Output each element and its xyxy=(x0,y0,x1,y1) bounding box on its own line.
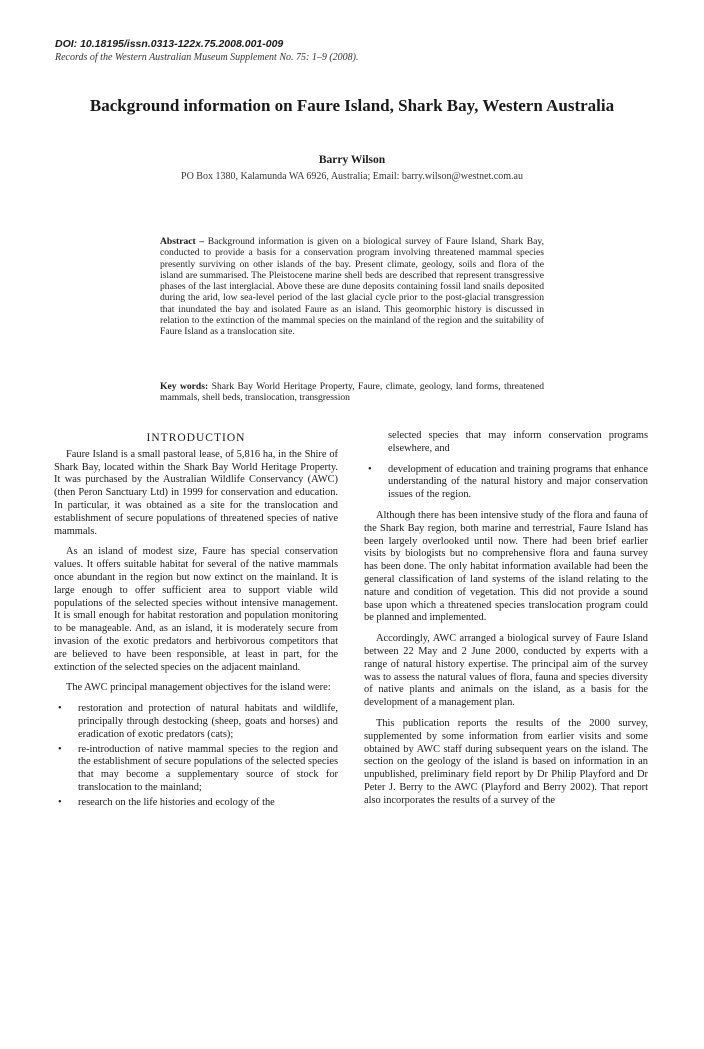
keywords-text: Shark Bay World Heritage Property, Faure, climate, geology, land forms, threatened mammals, shell beds, translocation, transgression xyxy=(160,381,544,404)
paper-title: Background information on Faure Island, Shark Bay, Western Australia xyxy=(89,96,615,115)
list-item-continuation: selected species that may inform conservation programs elsewhere, and xyxy=(388,430,648,454)
abstract-text: Background information is given on a biological survey of Faure Island, Shark Bay, conducted to provide a basis for a conservation program involving threatened mammal species presently surviving on other islands of the bay. Present climate, geology, soils and flora of the island are summarised. The Pleistocene marine shell beds are described that represent transgressive phases of the last interglacial. Above these are dune deposits containing fossil land snails deposited during the arid, low sea-level period of the last glacial cycle prior to the post-glacial transgression that inundated the bay and isolated Faure as an island. This geomorphic history is discussed in relation to the extinction of the mammal species on the mainland of the region and the suitability of Faure Island as a translocation site. xyxy=(160,236,544,338)
list-item: • restoration and protection of natural habitats and wildlife, principally through destocking (sheep, goats and horses) and eradication of exotic predators (cats); xyxy=(58,703,338,740)
paragraph: As an island of modest size, Faure has special conservation values. It offers suitable habitat for several of the native mammals once abundant in the region but now extinct on the mainland. It is large enough to offer sufficient area to support viable wild populations of the selected species without intensive management. It is small enough for habitat restoration and population monitoring to be manageable. And, as an island, it is moderately secure from invasion of the exotic predators and herbivorous competitors that are believed to have been responsible, at least in part, for the extinction of the selected species on the adjacent mainland. xyxy=(54,546,338,673)
section-heading-introduction: INTRODUCTION xyxy=(146,432,246,444)
right-column xyxy=(364,430,648,816)
list-item: • research on the life histories and ecology of the xyxy=(58,796,275,808)
abstract xyxy=(160,236,544,338)
left-column xyxy=(54,432,338,818)
paragraph: Faure Island is a small pastoral lease, of 5,816 ha, in the Shire of Shark Bay, located within the Shark Bay World Heritage Property. It was purchased by the Australian Wildlife Conservancy (AWC) (then Peron Sanctuary Ltd) in 1999 for conservation and education. In particular, it was obtained as a site for the translocation and establishment of secure populations of threatened species of native mammals. xyxy=(54,448,338,537)
journal-citation: Records of the Western Australian Museum Supplement No. 75: 1–9 (2008). xyxy=(55,52,359,63)
author-name: Barry Wilson xyxy=(318,154,386,166)
keywords xyxy=(160,381,544,404)
list-item: • development of education and training programs that enhance understanding of the natural history and major conservation issues of the region. xyxy=(368,463,648,501)
paragraph: The AWC principal management objectives for the island were: xyxy=(66,682,331,694)
list-item: • re-introduction of native mammal species to the region and the establishment of secure populations of the selected species that may become a supplementary source of stock for translocation to the mainland; xyxy=(58,743,338,793)
paragraph: Although there has been intensive study of the flora and fauna of the Shark Bay region, both marine and terrestrial, Faure Island has been largely overlooked until now. There had been brief earlier visits by biologists but no comprehensive flora and fauna survey has been done. The only habitat information available had been the general classification of land systems of the island relating to the nature and condition of vegetation. This did not provide a sound base upon which a threatened species translocation program could be planned and implemented. xyxy=(364,509,648,624)
objectives-list-continued xyxy=(364,464,648,502)
paragraph: Accordingly, AWC arranged a biological survey of Faure Island between 22 May and 2 June 2000, conducted by experts with a range of natural history expertise. The principal aim of the survey was to assess the natural values of flora, fauna and species diversity of native plants and animals on the island, as a basis for the development of a management plan. xyxy=(364,633,648,709)
keywords-label: Key words: xyxy=(160,381,209,392)
objectives-list xyxy=(54,703,338,809)
abstract-label: Abstract – xyxy=(160,236,205,247)
author-affiliation: PO Box 1380, Kalamunda WA 6926, Australia; Email: barry.wilson@westnet.com.au xyxy=(181,171,523,182)
paragraph: This publication reports the results of the 2000 survey, supplemented by some information from earlier visits and some obtained by AWC staff during subsequent years on the island. The section on the geology of the island is based on information in an unpublished, preliminary field report by Dr Philip Playford and Dr Peter J. Berry to the AWC (Playford and Berry 2002). That report also incorporates the results of a survey of the xyxy=(364,717,648,806)
doi-line: DOI: 10.18195/issn.0313-122x.75.2008.001-009 xyxy=(55,38,284,50)
